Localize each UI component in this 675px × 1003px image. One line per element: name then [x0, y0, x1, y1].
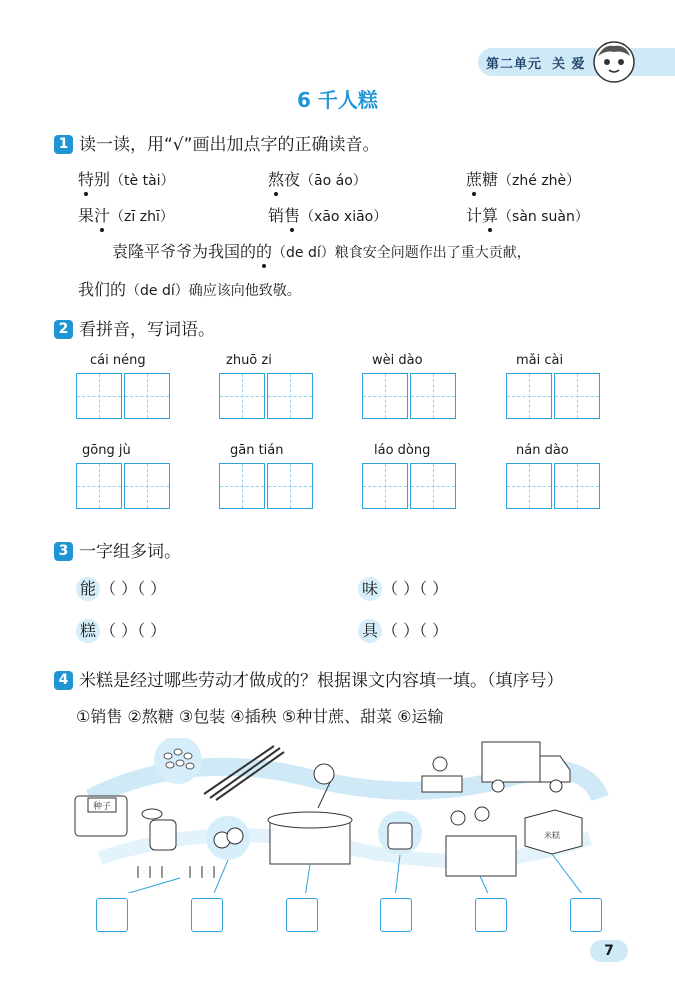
lesson-title: 6 千人糕	[297, 88, 378, 112]
rice-cake-box-label: 米糕	[544, 831, 560, 840]
q1-number: 1	[54, 135, 73, 154]
writing-box[interactable]	[554, 463, 600, 509]
word-group-row[interactable]: 糕 （ ）（ ）	[76, 618, 166, 643]
q2-title: 2 看拼音，写词语。	[54, 315, 215, 340]
q3-number: 3	[54, 542, 73, 561]
writing-box[interactable]	[219, 373, 265, 419]
writing-box[interactable]	[267, 373, 313, 419]
answer-box[interactable]	[191, 898, 223, 932]
writing-box[interactable]	[554, 373, 600, 419]
q4-title: 4 米糕是经过哪些劳动才做成的？根据课文内容填一填。（填序号）	[54, 666, 564, 691]
q1-item: 特别（tè tài）	[78, 167, 175, 190]
writing-box[interactable]	[219, 463, 265, 509]
mascot-icon	[592, 40, 636, 84]
writing-box[interactable]	[267, 463, 313, 509]
pinyin-label: nán dào	[516, 443, 569, 458]
q1-title: 1 读一读，用“√”画出加点字的正确读音。	[54, 130, 379, 155]
writing-box[interactable]	[506, 373, 552, 419]
delivery-truck-icon	[482, 742, 570, 792]
q1-item: 熬夜（āo áo）	[268, 167, 367, 190]
q1-item: 销售（xāo xiāo）	[268, 203, 387, 226]
q1-paragraph: 袁隆平爷爷为我国的的（de dí）粮食安全问题作出了重大贡献，	[112, 239, 531, 262]
rice-cake-box-icon	[525, 810, 582, 854]
answer-box[interactable]	[475, 898, 507, 932]
answer-box[interactable]	[570, 898, 602, 932]
q1-item: 计算（sàn suàn）	[466, 203, 589, 226]
writing-box[interactable]	[362, 463, 408, 509]
pinyin-label: wèi dào	[372, 353, 423, 368]
q2-number: 2	[54, 320, 73, 339]
page-number: 7	[590, 940, 628, 962]
pinyin-label: gān tián	[230, 443, 284, 458]
q1-paragraph: 我们的（de dí）确应该向他致敬。	[78, 280, 301, 299]
word-group-row[interactable]: 能 （ ）（ ）	[76, 576, 166, 601]
seed-bag-label: 种子	[92, 802, 112, 812]
pinyin-label: cái néng	[90, 353, 146, 368]
q3-title: 3 一字组多词。	[54, 537, 181, 562]
unit-label: 第二单元 关 爱	[486, 57, 586, 72]
pinyin-label: gōng jù	[82, 443, 131, 458]
answer-box[interactable]	[96, 898, 128, 932]
writing-box[interactable]	[506, 463, 552, 509]
writing-box[interactable]	[76, 463, 122, 509]
q1-item: 果汁（zī zhī）	[78, 203, 174, 226]
answer-box[interactable]	[286, 898, 318, 932]
labor-illustration	[70, 738, 610, 893]
pinyin-label: zhuō zi	[226, 353, 272, 368]
writing-box[interactable]	[410, 463, 456, 509]
seed-bag-icon	[75, 796, 127, 836]
pinyin-label: mǎi cài	[516, 353, 564, 368]
pinyin-label: láo dòng	[374, 443, 431, 458]
writing-box[interactable]	[76, 373, 122, 419]
word-group-row[interactable]: 味 （ ）（ ）	[358, 576, 448, 601]
writing-box[interactable]	[362, 373, 408, 419]
answer-box[interactable]	[380, 898, 412, 932]
writing-box[interactable]	[124, 463, 170, 509]
q4-options: ①销售 ②熬糖 ③包装 ④插秧 ⑤种甘蔗、甜菜 ⑥运输	[76, 707, 444, 726]
writing-box[interactable]	[410, 373, 456, 419]
q1-item: 蔗糖（zhé zhè）	[466, 167, 580, 190]
q4-number: 4	[54, 671, 73, 690]
word-group-row[interactable]: 具 （ ）（ ）	[358, 618, 448, 643]
writing-box[interactable]	[124, 373, 170, 419]
